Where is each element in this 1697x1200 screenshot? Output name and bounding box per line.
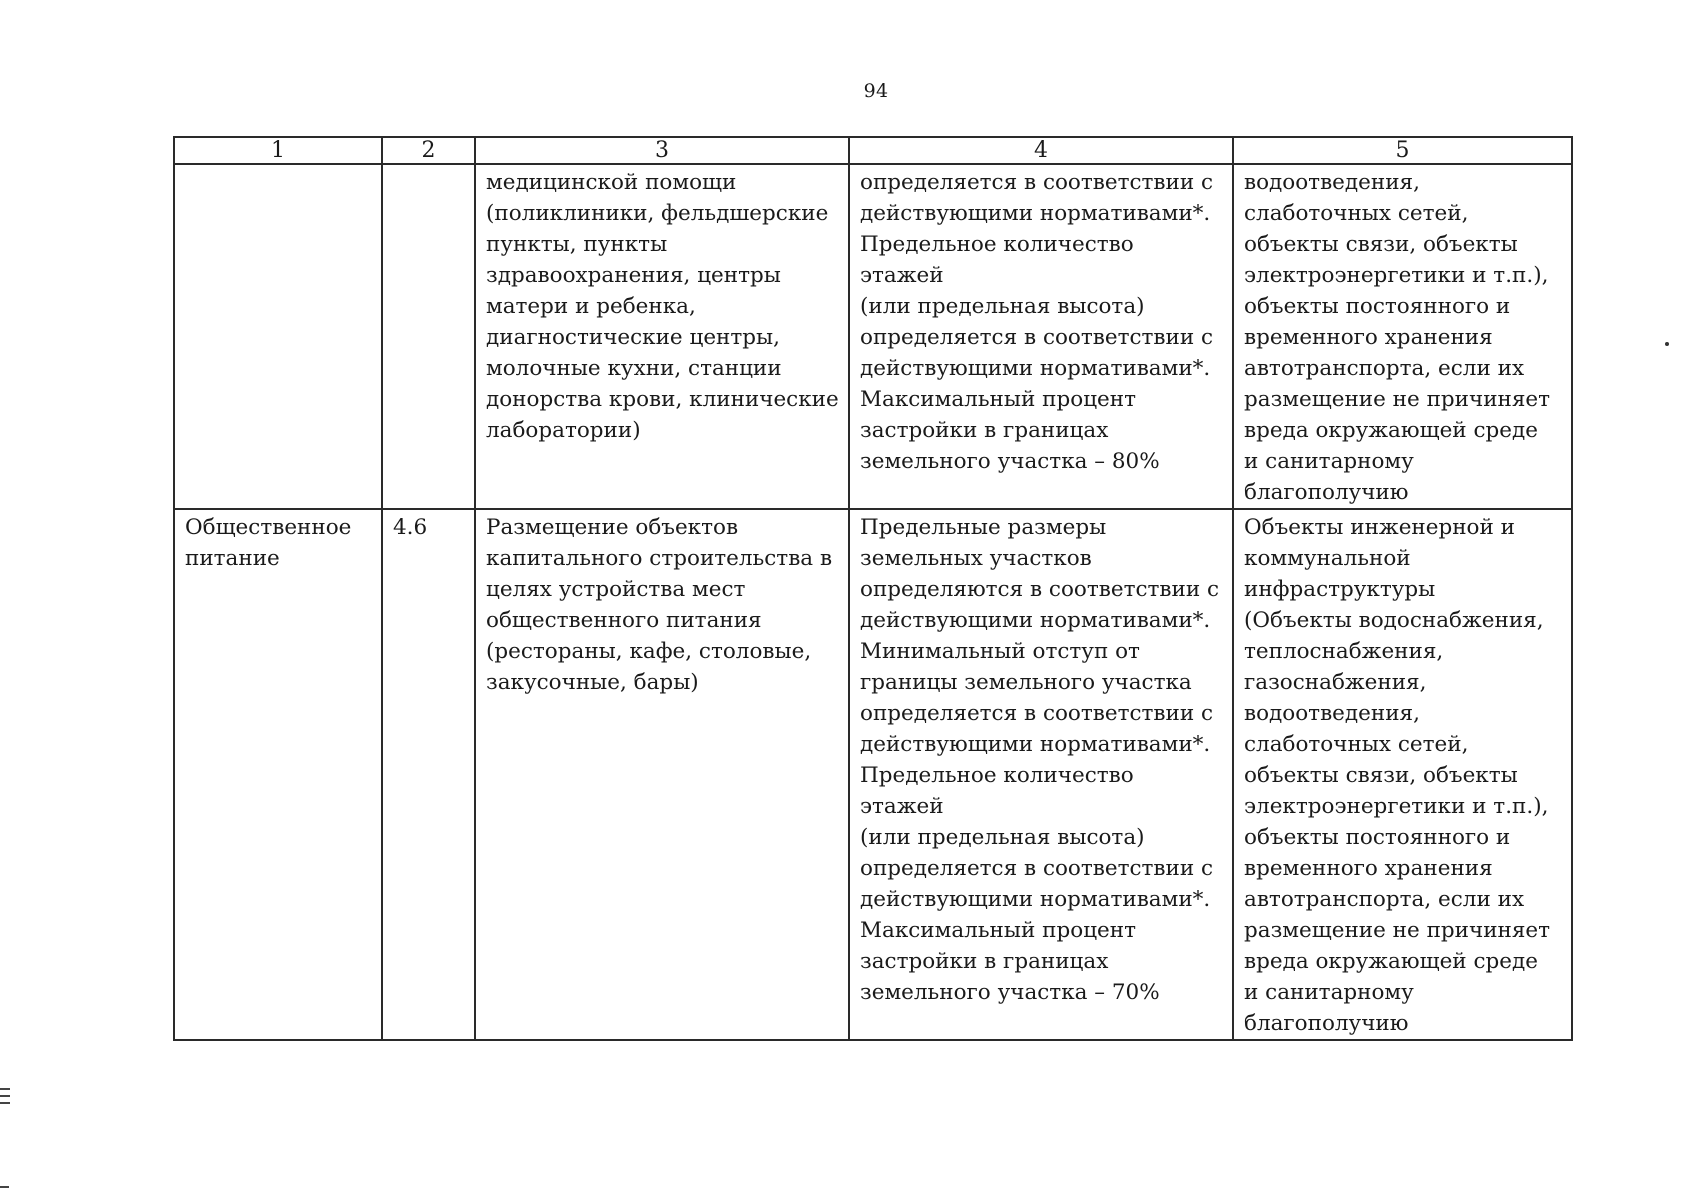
scan-speck (1665, 342, 1669, 346)
cell-use-description: медицинской помощи (поликлиники, фельдшерские пункты, пункты здравоохранения, центры матери и ребенка, диагностические центры, молочные кухни, станции донорства крови, клинические лаборатории) (475, 164, 849, 509)
cell-use-code (382, 164, 475, 509)
cell-use-name: Общественное питание (174, 509, 382, 1040)
table-row (174, 164, 1572, 509)
header-col-4: 4 (849, 137, 1233, 164)
cell-use-name (174, 164, 382, 509)
table-row (174, 509, 1572, 1040)
cell-parameters: определяется в соответствии с действующими нормативами*. Предельное количество этажей (или предельная высота) определяется в соответствии с действующими нормативами*. Максимальный процент застройки в границах земельного участка – 80% (849, 164, 1233, 509)
header-col-5: 5 (1233, 137, 1572, 164)
header-col-3: 3 (475, 137, 849, 164)
page-number: 94 (863, 80, 889, 102)
scan-margin-marks (0, 1088, 10, 1109)
cell-auxiliary-uses: Объекты инженерной и коммунальной инфраструктуры (Объекты водоснабжения, теплоснабжения, газоснабжения, водоотведения, слаботочных сетей, объекты связи, объекты электроэнергетики и т.п.), объекты постоянного и временного хранения автотранспорта, если их размещение не причиняет вреда окружающей среде и санитарному благополучию (1233, 509, 1572, 1040)
scan-margin-tick (0, 1186, 9, 1188)
header-col-1: 1 (174, 137, 382, 164)
table-header-row (174, 137, 1572, 164)
land-use-table (173, 136, 1573, 1041)
cell-use-description: Размещение объектов капитального строительства в целях устройства мест общественного питания (рестораны, кафе, столовые, закусочные, бары) (475, 509, 849, 1040)
cell-use-code: 4.6 (382, 509, 475, 1040)
cell-parameters: Предельные размеры земельных участков определяются в соответствии с действующими нормативами*. Минимальный отступ от границы земельного участка определяется в соответствии с действующими нормативами*. Предельное количество этажей (или предельная высота) определяется в соответствии с действующими нормативами*. Максимальный процент застройки в границах земельного участка – 70% (849, 509, 1233, 1040)
header-col-2: 2 (382, 137, 475, 164)
cell-auxiliary-uses: водоотведения, слаботочных сетей, объекты связи, объекты электроэнергетики и т.п.), объекты постоянного и временного хранения автотранспорта, если их размещение не причиняет вреда окружающей среде и санитарному благополучию (1233, 164, 1572, 509)
